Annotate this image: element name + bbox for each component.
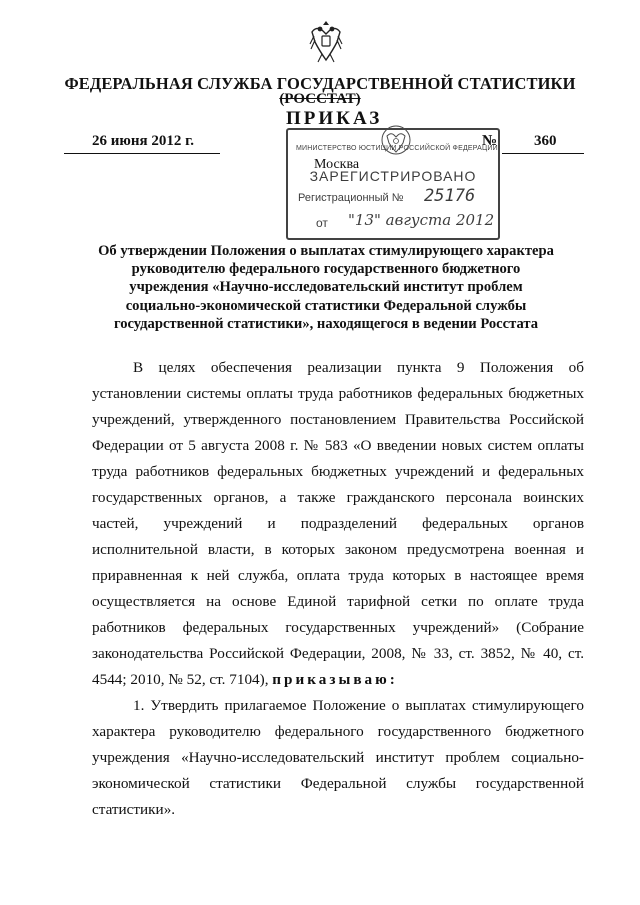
document-body [92,355,584,823]
paragraph-preamble [92,355,584,693]
coat-of-arms-icon [306,18,346,64]
stamp-registered: ЗАРЕГИСТРИРОВАНО [309,168,477,184]
order-number: 360 [534,133,557,149]
registration-stamp [286,128,500,240]
stamp-date-prefix: от [316,216,328,230]
number-underline [502,153,584,154]
order-verb: приказываю: [272,671,398,688]
document-type: ПРИКАЗ [286,108,383,129]
agency-name: ФЕДЕРАЛЬНАЯ СЛУЖБА ГОСУДАРСТВЕННОЙ СТАТИСТИКИ [64,74,576,93]
stamp-registration-number: 25176 [424,186,476,206]
preamble-text: В целях обеспечения реализации пункта 9 Положения об установлении системы оплаты труда работников федеральных бюджетных учреждений, утвержденного постановлением Правительства Российской Федерации от 5 августа 2008 г. № 583 «О введении новых систем оплаты труда работников федеральных бюджетных учреждений и федеральных государственных органов, а также гражданского персонала воинских частей, учреждений и подразделений федеральных органов исполнительной власти, в которых законом предусмотрена военная и приравненная к ней служба, оплата труда которых в настоящее время осуществляется на основе Единой тарифной сетки по оплате труда работников федеральных государственных учреждений» (Собрание законодательства Российской Федерации, 2008, № 33, ст. 3852, № 40, ст. 4544; 2010, № 52, ст. 7104), [92,359,584,688]
stamp-registration-date: "13" августа 2012 [348,211,495,229]
agency-abbreviation: (РОССТАТ) [279,91,361,107]
date-underline [64,153,220,154]
document-heading: Об утверждении Положения о выплатах стимулирующего характера руководителю федерального государственного бюджетного учреждения «Научно-исследовательский институт проблем социально-экономической статистики Федеральной службы государственной статистики», находящегося в ведении Росстата [98,243,554,332]
stamp-ministry: МИНИСТЕРСТВО ЮСТИЦИИ РОССИЙСКОЙ ФЕДЕРАЦИИ [296,145,498,152]
stamp-registration-label: Регистрационный № [298,192,404,204]
order-date: 26 июня 2012 г. [92,133,194,149]
number-sign: № [482,133,498,149]
paragraph-item-1: 1. Утвердить прилагаемое Положение о выплатах стимулирующего характера руководителю федерального государственного бюджетного учреждения «Научно-исследовательский институт проблем социально-экономической статистики Федеральной службы государственной статистики». [92,697,584,818]
city: Москва [314,157,360,172]
